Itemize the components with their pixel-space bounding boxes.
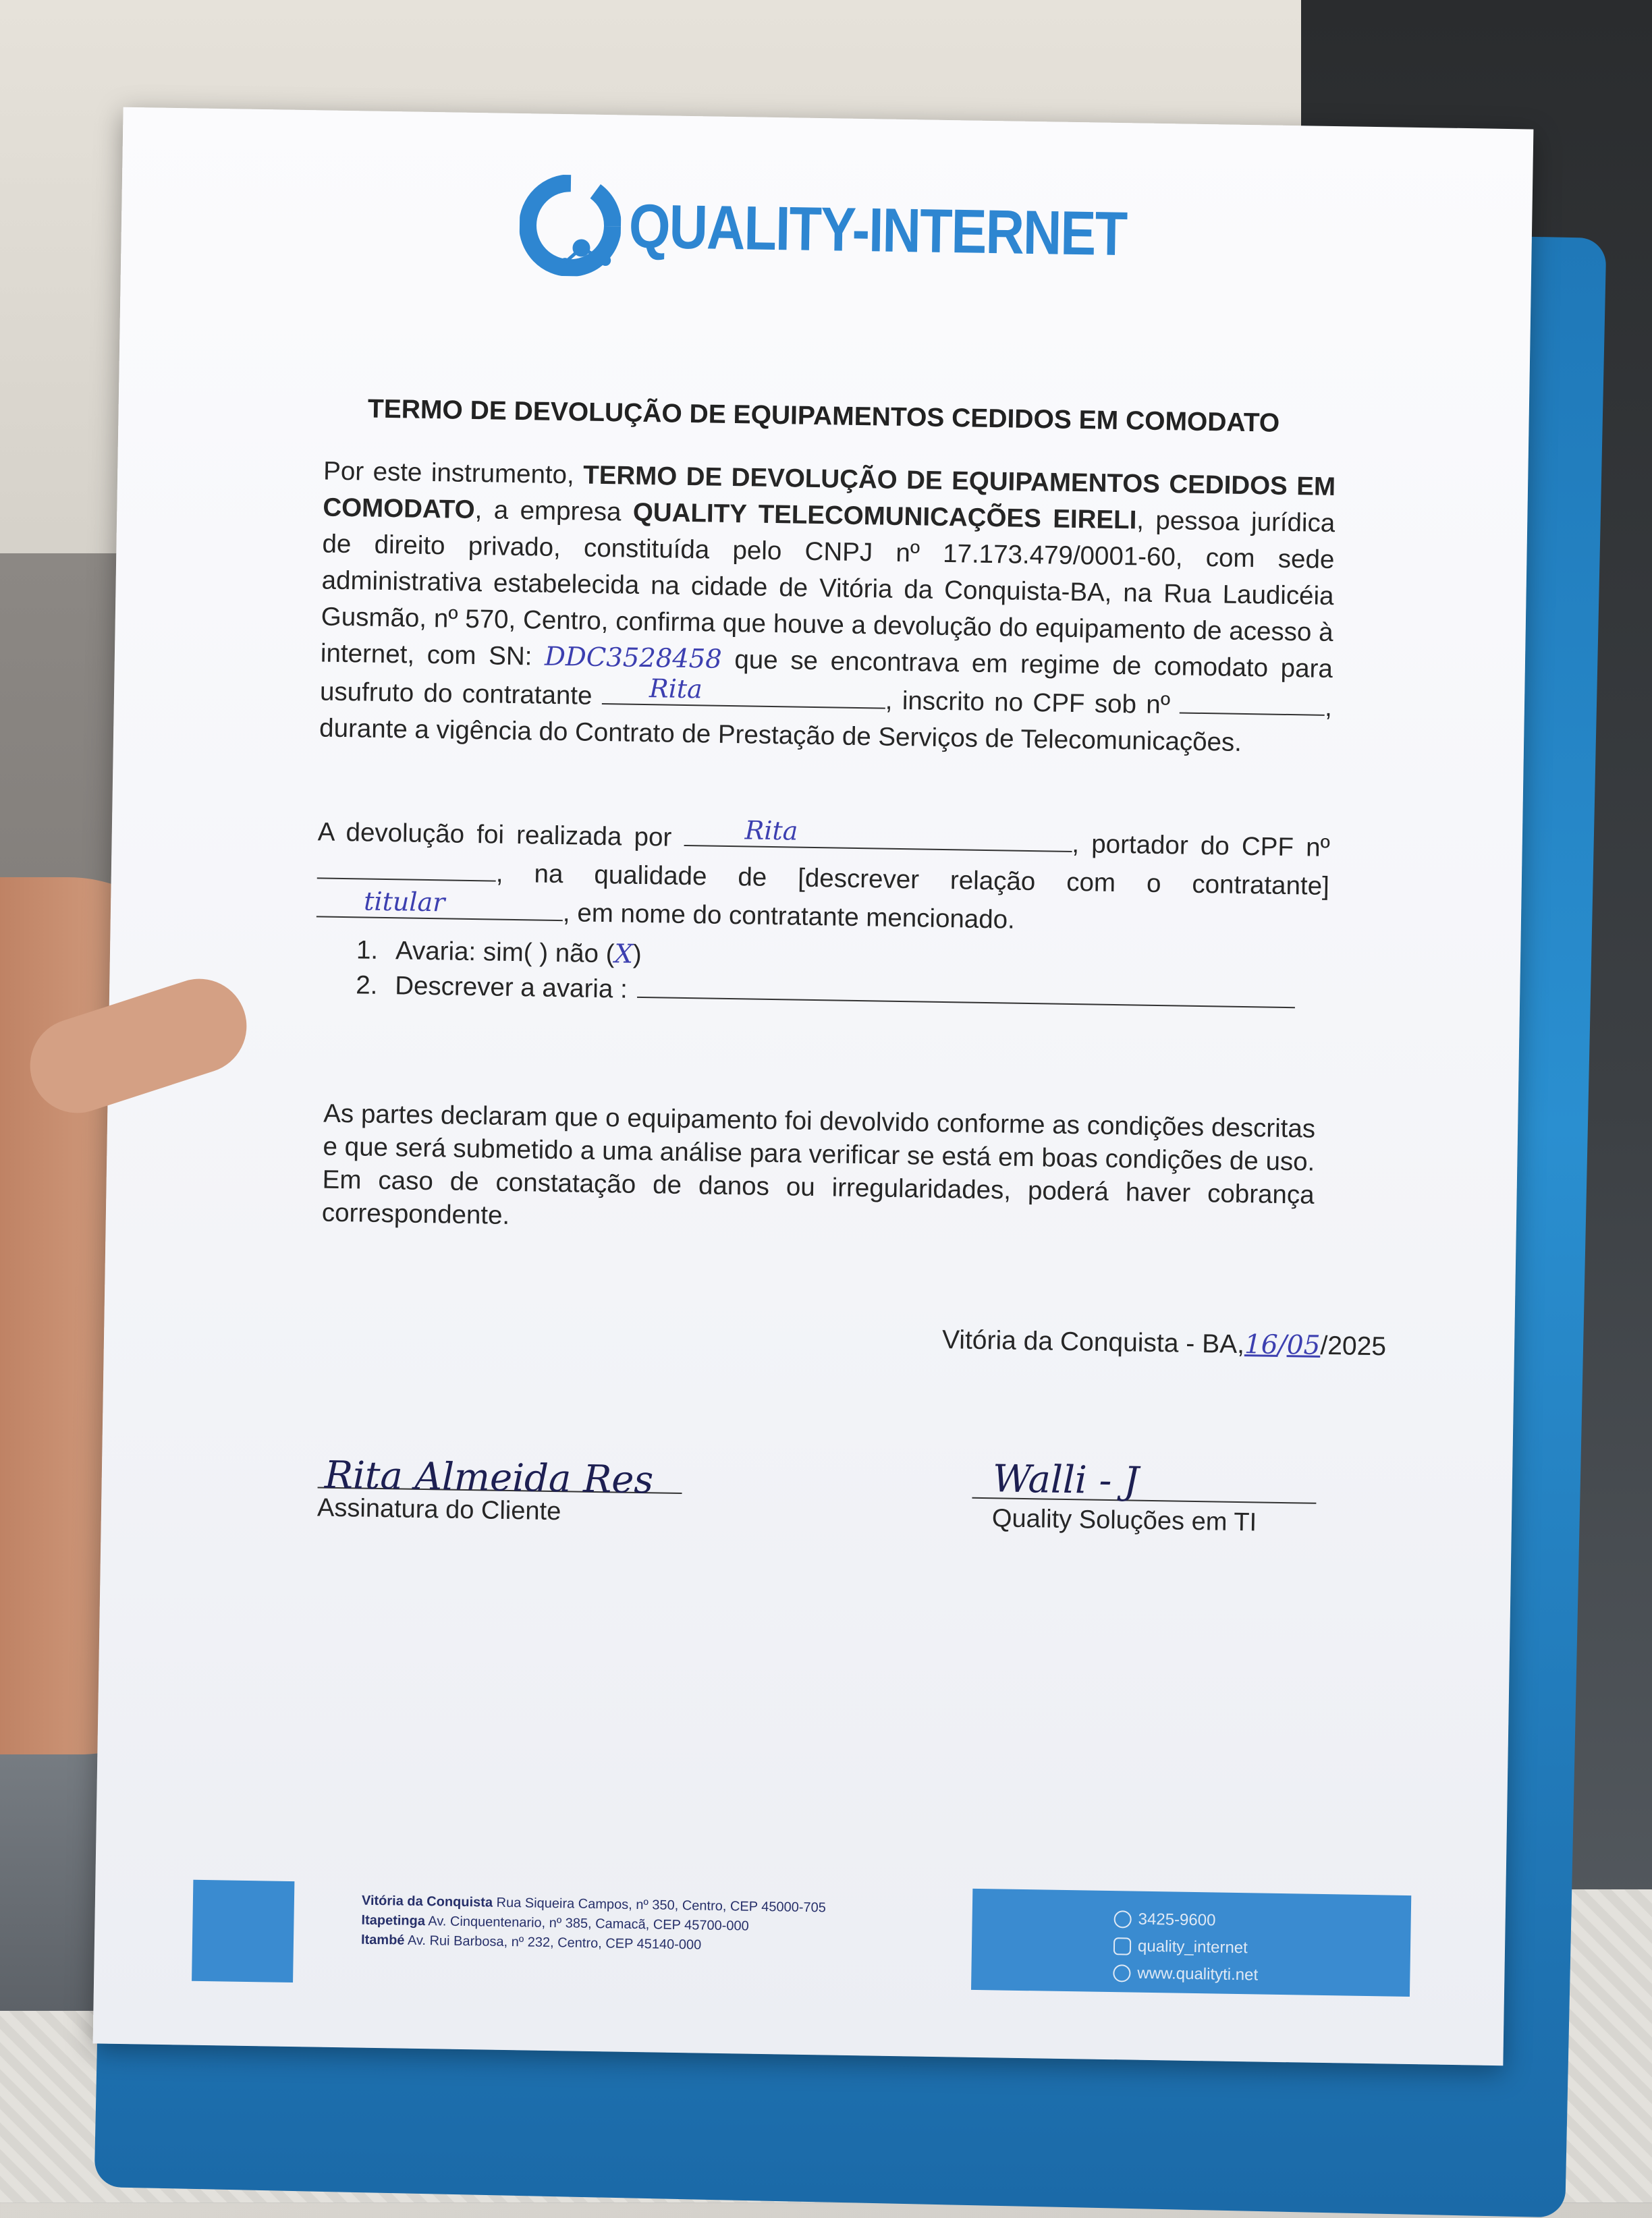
- paragraph-3: As partes declaram que o equipamento foi devolvido conforme as condições descritas e que será submetido a uma análise para verificar se está em boas condições de uso. Em caso de constatação de danos ou irregularidades, poderá haver cobrança correspondente.: [321, 1099, 1316, 1230]
- list-item: 1. Avaria: sim( ) não ( X ): [356, 933, 1296, 982]
- brand-name: QUALITY-INTERNET: [628, 192, 1128, 269]
- footer-addresses: [361, 1891, 826, 1958]
- contratante-handwritten: Rita: [649, 673, 703, 704]
- returned-by-field: [684, 815, 1072, 852]
- footer-contact-box: [971, 1889, 1411, 1997]
- no-damage-mark: X: [614, 939, 634, 970]
- relation-handwritten: titular: [363, 886, 445, 918]
- footer-website: www.qualityti.net: [1113, 1964, 1258, 1985]
- contratante-field: [602, 673, 886, 709]
- cpf-field: [1180, 685, 1325, 715]
- address-line: Itambé Av. Rui Barbosa, nº 232, Centro, CEP 45140-000: [360, 1932, 702, 1953]
- company-signature: Walli - J: [992, 1457, 1140, 1503]
- returned-by-cpf-field: [317, 850, 497, 881]
- bold-company-name: QUALITY TELECOMUNICAÇÕES EIRELI: [632, 497, 1137, 535]
- footer-instagram: quality_internet: [1113, 1937, 1248, 1958]
- returned-by-handwritten: Rita: [744, 815, 798, 846]
- serial-number-handwritten: DDC3528458: [544, 641, 723, 675]
- damage-description-field: [637, 976, 1295, 1008]
- client-signature-label: Assinatura do Cliente: [316, 1493, 561, 1526]
- footer-accent-square: [192, 1880, 294, 1983]
- client-signature-block: [316, 1453, 682, 1528]
- damage-checklist: [356, 933, 1296, 1018]
- client-signature: Rita Almeida Res: [324, 1453, 654, 1503]
- document-paper: [93, 107, 1534, 2065]
- brand-logo: [519, 174, 1209, 286]
- relation-field: [316, 886, 563, 921]
- document-date: Vitória da Conquista - BA,16/05/2025: [941, 1325, 1387, 1362]
- q-logo-icon: [519, 174, 622, 277]
- bold-term-title: TERMO DE DEVOLUÇÃO DE EQUIPAMENTOS CEDIDOS EM COMODATO: [323, 460, 1336, 525]
- paragraph-2: A devolução foi realizada por Rita , portador do CPF nº , na qualidade de [descrever relação com o contratante] titular , em nome do contratante mencionado.: [316, 812, 1331, 943]
- date-day-handwritten: 16: [1244, 1329, 1279, 1360]
- address-line: Itapetinga Av. Cinquentenario, nº 385, Camacã, CEP 45700-000: [361, 1912, 749, 1934]
- whatsapp-icon: [1113, 1910, 1131, 1928]
- date-month-handwritten: 05: [1286, 1330, 1321, 1361]
- company-signature-label: Quality Soluções em TI: [991, 1504, 1257, 1537]
- list-item: 2. Descrever a avaria :: [356, 968, 1295, 1018]
- company-signature-block: [972, 1457, 1317, 1538]
- paragraph-1: Por este instrumento, TERMO DE DEVOLUÇÃO DE EQUIPAMENTOS CEDIDOS EM COMODATO, a empresa QUALITY TELECOMUNICAÇÕES EIRELI, pessoa jurídica de direito privado, constituída pelo CNPJ nº 17.173.479/0001-60, com sede administrativa estabelecida na cidade de Vitória da Conquista-BA, na Rua Laudicéia Gusmão, nº 570, Centro, confirma que houve a devolução do equipamento de acesso à internet, com SN: DDC3528458 que se encontrava em regime de comodato para usufruto do contratante Rita , inscrito no CPF sob nº , durante a vigência do Contrato de Prestação de Serviços de Telecomunicações.: [319, 456, 1336, 757]
- address-line: Vitória da Conquista Rua Siqueira Campos, nº 350, Centro, CEP 45000-705: [361, 1893, 827, 1916]
- globe-icon: [1113, 1964, 1130, 1982]
- instagram-icon: [1113, 1937, 1131, 1955]
- document-title: TERMO DE DEVOLUÇÃO DE EQUIPAMENTOS CEDIDOS EM COMODATO: [367, 394, 1280, 438]
- footer-phone: 3425-9600: [1113, 1910, 1215, 1930]
